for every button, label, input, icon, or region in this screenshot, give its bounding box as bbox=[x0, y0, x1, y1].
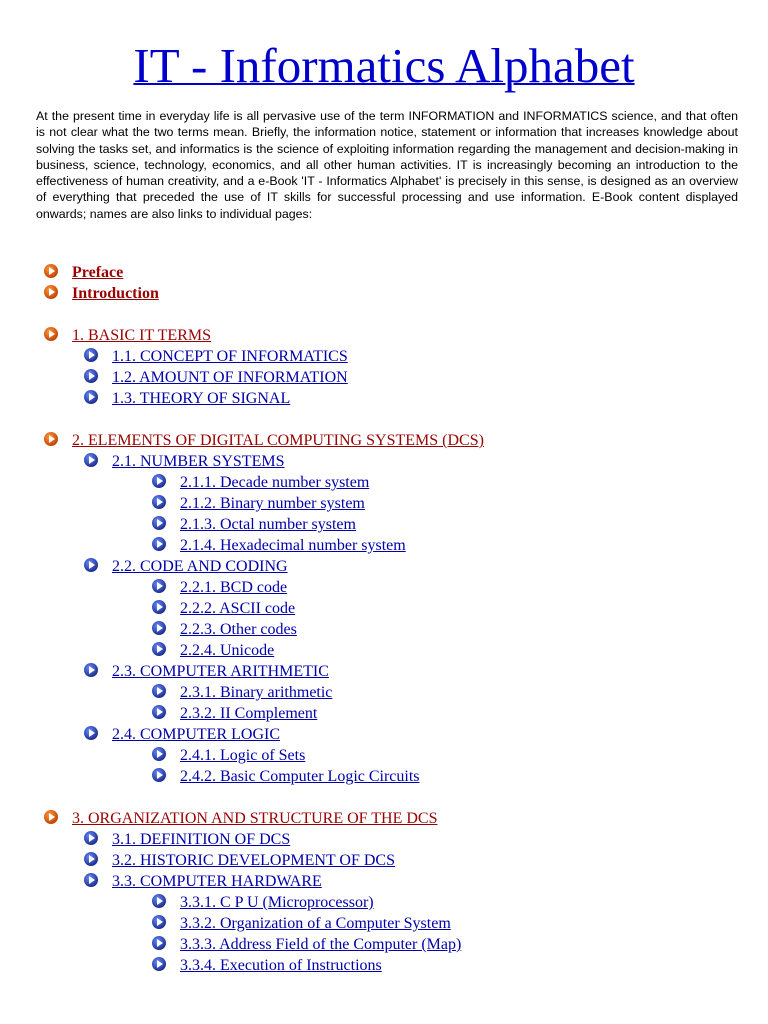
toc-link[interactable]: 1. BASIC IT TERMS bbox=[72, 327, 211, 344]
bullet-arrow-icon bbox=[84, 726, 98, 740]
bullet-arrow-icon bbox=[44, 264, 58, 278]
toc-item bbox=[152, 535, 406, 556]
toc-link[interactable]: 1.1. CONCEPT OF INFORMATICS bbox=[112, 348, 348, 365]
toc-item bbox=[152, 619, 297, 640]
toc-item bbox=[152, 703, 317, 724]
toc-link[interactable]: 3.3.3. Address Field of the Computer (Map) bbox=[180, 936, 462, 953]
bullet-arrow-icon bbox=[84, 831, 98, 845]
toc-item bbox=[84, 556, 288, 577]
toc-link[interactable]: 3.3.2. Organization of a Computer System bbox=[180, 915, 451, 932]
toc-item bbox=[84, 829, 290, 850]
bullet-arrow-icon bbox=[84, 348, 98, 362]
page-title bbox=[0, 36, 768, 96]
bullet-arrow-icon bbox=[84, 390, 98, 404]
toc-link[interactable]: 2.2.3. Other codes bbox=[180, 621, 297, 638]
toc-item bbox=[152, 514, 356, 535]
bullet-arrow-icon bbox=[84, 852, 98, 866]
bullet-arrow-icon bbox=[152, 957, 166, 971]
toc-item bbox=[152, 892, 374, 913]
toc-link[interactable]: 3.2. HISTORIC DEVELOPMENT OF DCS bbox=[112, 852, 395, 869]
toc-link[interactable]: Introduction bbox=[72, 285, 159, 302]
toc-item bbox=[152, 745, 305, 766]
toc-link[interactable]: 2.2. CODE AND CODING bbox=[112, 558, 288, 575]
toc-link[interactable]: 2.3.1. Binary arithmetic bbox=[180, 684, 333, 701]
bullet-arrow-icon bbox=[84, 453, 98, 467]
toc-link[interactable]: 3.3.1. C P U (Microprocessor) bbox=[180, 894, 374, 911]
bullet-arrow-icon bbox=[152, 705, 166, 719]
toc-item bbox=[152, 682, 332, 703]
toc-item bbox=[152, 640, 274, 661]
bullet-arrow-icon bbox=[152, 768, 166, 782]
toc-item bbox=[84, 367, 348, 388]
bullet-arrow-icon bbox=[152, 936, 166, 950]
toc-item bbox=[84, 850, 395, 871]
bullet-arrow-icon bbox=[152, 894, 166, 908]
toc-link[interactable]: 2.1.3. Octal number system bbox=[180, 516, 356, 533]
toc-link[interactable]: 2. ELEMENTS OF DIGITAL COMPUTING SYSTEMS (DCS) bbox=[72, 432, 484, 449]
toc-item bbox=[84, 388, 290, 409]
bullet-arrow-icon bbox=[84, 663, 98, 677]
toc-item bbox=[84, 346, 348, 367]
toc-item bbox=[152, 493, 365, 514]
bullet-arrow-icon bbox=[152, 474, 166, 488]
bullet-arrow-icon bbox=[152, 495, 166, 509]
bullet-arrow-icon bbox=[152, 747, 166, 761]
toc-link[interactable]: 2.1.2. Binary number system bbox=[180, 495, 365, 512]
toc-item bbox=[44, 325, 211, 346]
toc-item bbox=[152, 955, 382, 976]
toc-link[interactable]: 2.1.1. Decade number system bbox=[180, 474, 370, 491]
bullet-arrow-icon bbox=[152, 516, 166, 530]
toc-link[interactable]: 2.2.4. Unicode bbox=[180, 642, 275, 659]
toc-item bbox=[152, 472, 369, 493]
bullet-arrow-icon bbox=[152, 600, 166, 614]
toc-link[interactable]: 2.1.4. Hexadecimal number system bbox=[180, 537, 406, 554]
intro-paragraph: At the present time in everyday life is all pervasive use of the term INFORMATION and INFORMATICS science, and that often is not clear what the two terms mean. Briefly, the information notice, statement or information that increases knowledge about solving the tasks set, and informatics is the science of exploiting information regarding the management and decision-making in business, science, technology, economics, and all other human activities. IT is increasingly becoming an introduction to the effectiveness of human creativity, and a e-Book 'IT - Informatics Alphabet' is precisely in this sense, is designed as an overview of everything that preceded the use of IT skills for successful processing and use information. E-Book content displayed onwards; names are also links to individual pages: bbox=[36, 109, 738, 221]
toc-link[interactable]: 2.3. COMPUTER ARITHMETIC bbox=[112, 663, 329, 680]
toc-item bbox=[152, 598, 295, 619]
toc-link[interactable]: 2.3.2. II Complement bbox=[180, 705, 318, 722]
toc-link[interactable]: 3.3.4. Execution of Instructions bbox=[180, 957, 382, 974]
toc-link[interactable]: 3.3. COMPUTER HARDWARE bbox=[112, 873, 322, 890]
toc-link[interactable]: 2.4.1. Logic of Sets bbox=[180, 747, 306, 764]
toc-link[interactable]: Preface bbox=[72, 264, 124, 281]
toc-item bbox=[84, 661, 329, 682]
toc-link[interactable]: 2.2.2. ASCII code bbox=[180, 600, 296, 617]
toc-item bbox=[44, 262, 123, 283]
bullet-arrow-icon bbox=[44, 285, 58, 299]
toc-item bbox=[84, 724, 280, 745]
toc-item bbox=[84, 451, 284, 472]
toc-link[interactable]: 2.4. COMPUTER LOGIC bbox=[112, 726, 281, 743]
toc-item bbox=[44, 430, 484, 451]
bullet-arrow-icon bbox=[44, 327, 58, 341]
toc-link[interactable]: 3.1. DEFINITION OF DCS bbox=[112, 831, 291, 848]
bullet-arrow-icon bbox=[152, 579, 166, 593]
bullet-arrow-icon bbox=[152, 684, 166, 698]
bullet-arrow-icon bbox=[44, 810, 58, 824]
toc-link[interactable]: 2.4.2. Basic Computer Logic Circuits bbox=[180, 768, 420, 785]
bullet-arrow-icon bbox=[44, 432, 58, 446]
toc-link[interactable]: 1.3. THEORY OF SIGNAL bbox=[112, 390, 291, 407]
toc-item bbox=[44, 283, 159, 304]
toc-item bbox=[152, 934, 461, 955]
title-link[interactable]: IT - Informatics Alphabet bbox=[133, 38, 635, 93]
bullet-arrow-icon bbox=[152, 621, 166, 635]
toc-item bbox=[44, 808, 438, 829]
toc-link[interactable]: 2.2.1. BCD code bbox=[180, 579, 288, 596]
bullet-arrow-icon bbox=[152, 915, 166, 929]
bullet-arrow-icon bbox=[84, 873, 98, 887]
bullet-arrow-icon bbox=[152, 642, 166, 656]
bullet-arrow-icon bbox=[152, 537, 166, 551]
toc-item bbox=[152, 577, 287, 598]
toc-link[interactable]: 3. ORGANIZATION AND STRUCTURE OF THE DCS bbox=[72, 810, 438, 827]
toc-link[interactable]: 1.2. AMOUNT OF INFORMATION bbox=[112, 369, 348, 386]
bullet-arrow-icon bbox=[84, 369, 98, 383]
toc-item bbox=[152, 913, 451, 934]
toc-link[interactable]: 2.1. NUMBER SYSTEMS bbox=[112, 453, 285, 470]
toc-item bbox=[152, 766, 420, 787]
toc-item bbox=[84, 871, 322, 892]
bullet-arrow-icon bbox=[84, 558, 98, 572]
